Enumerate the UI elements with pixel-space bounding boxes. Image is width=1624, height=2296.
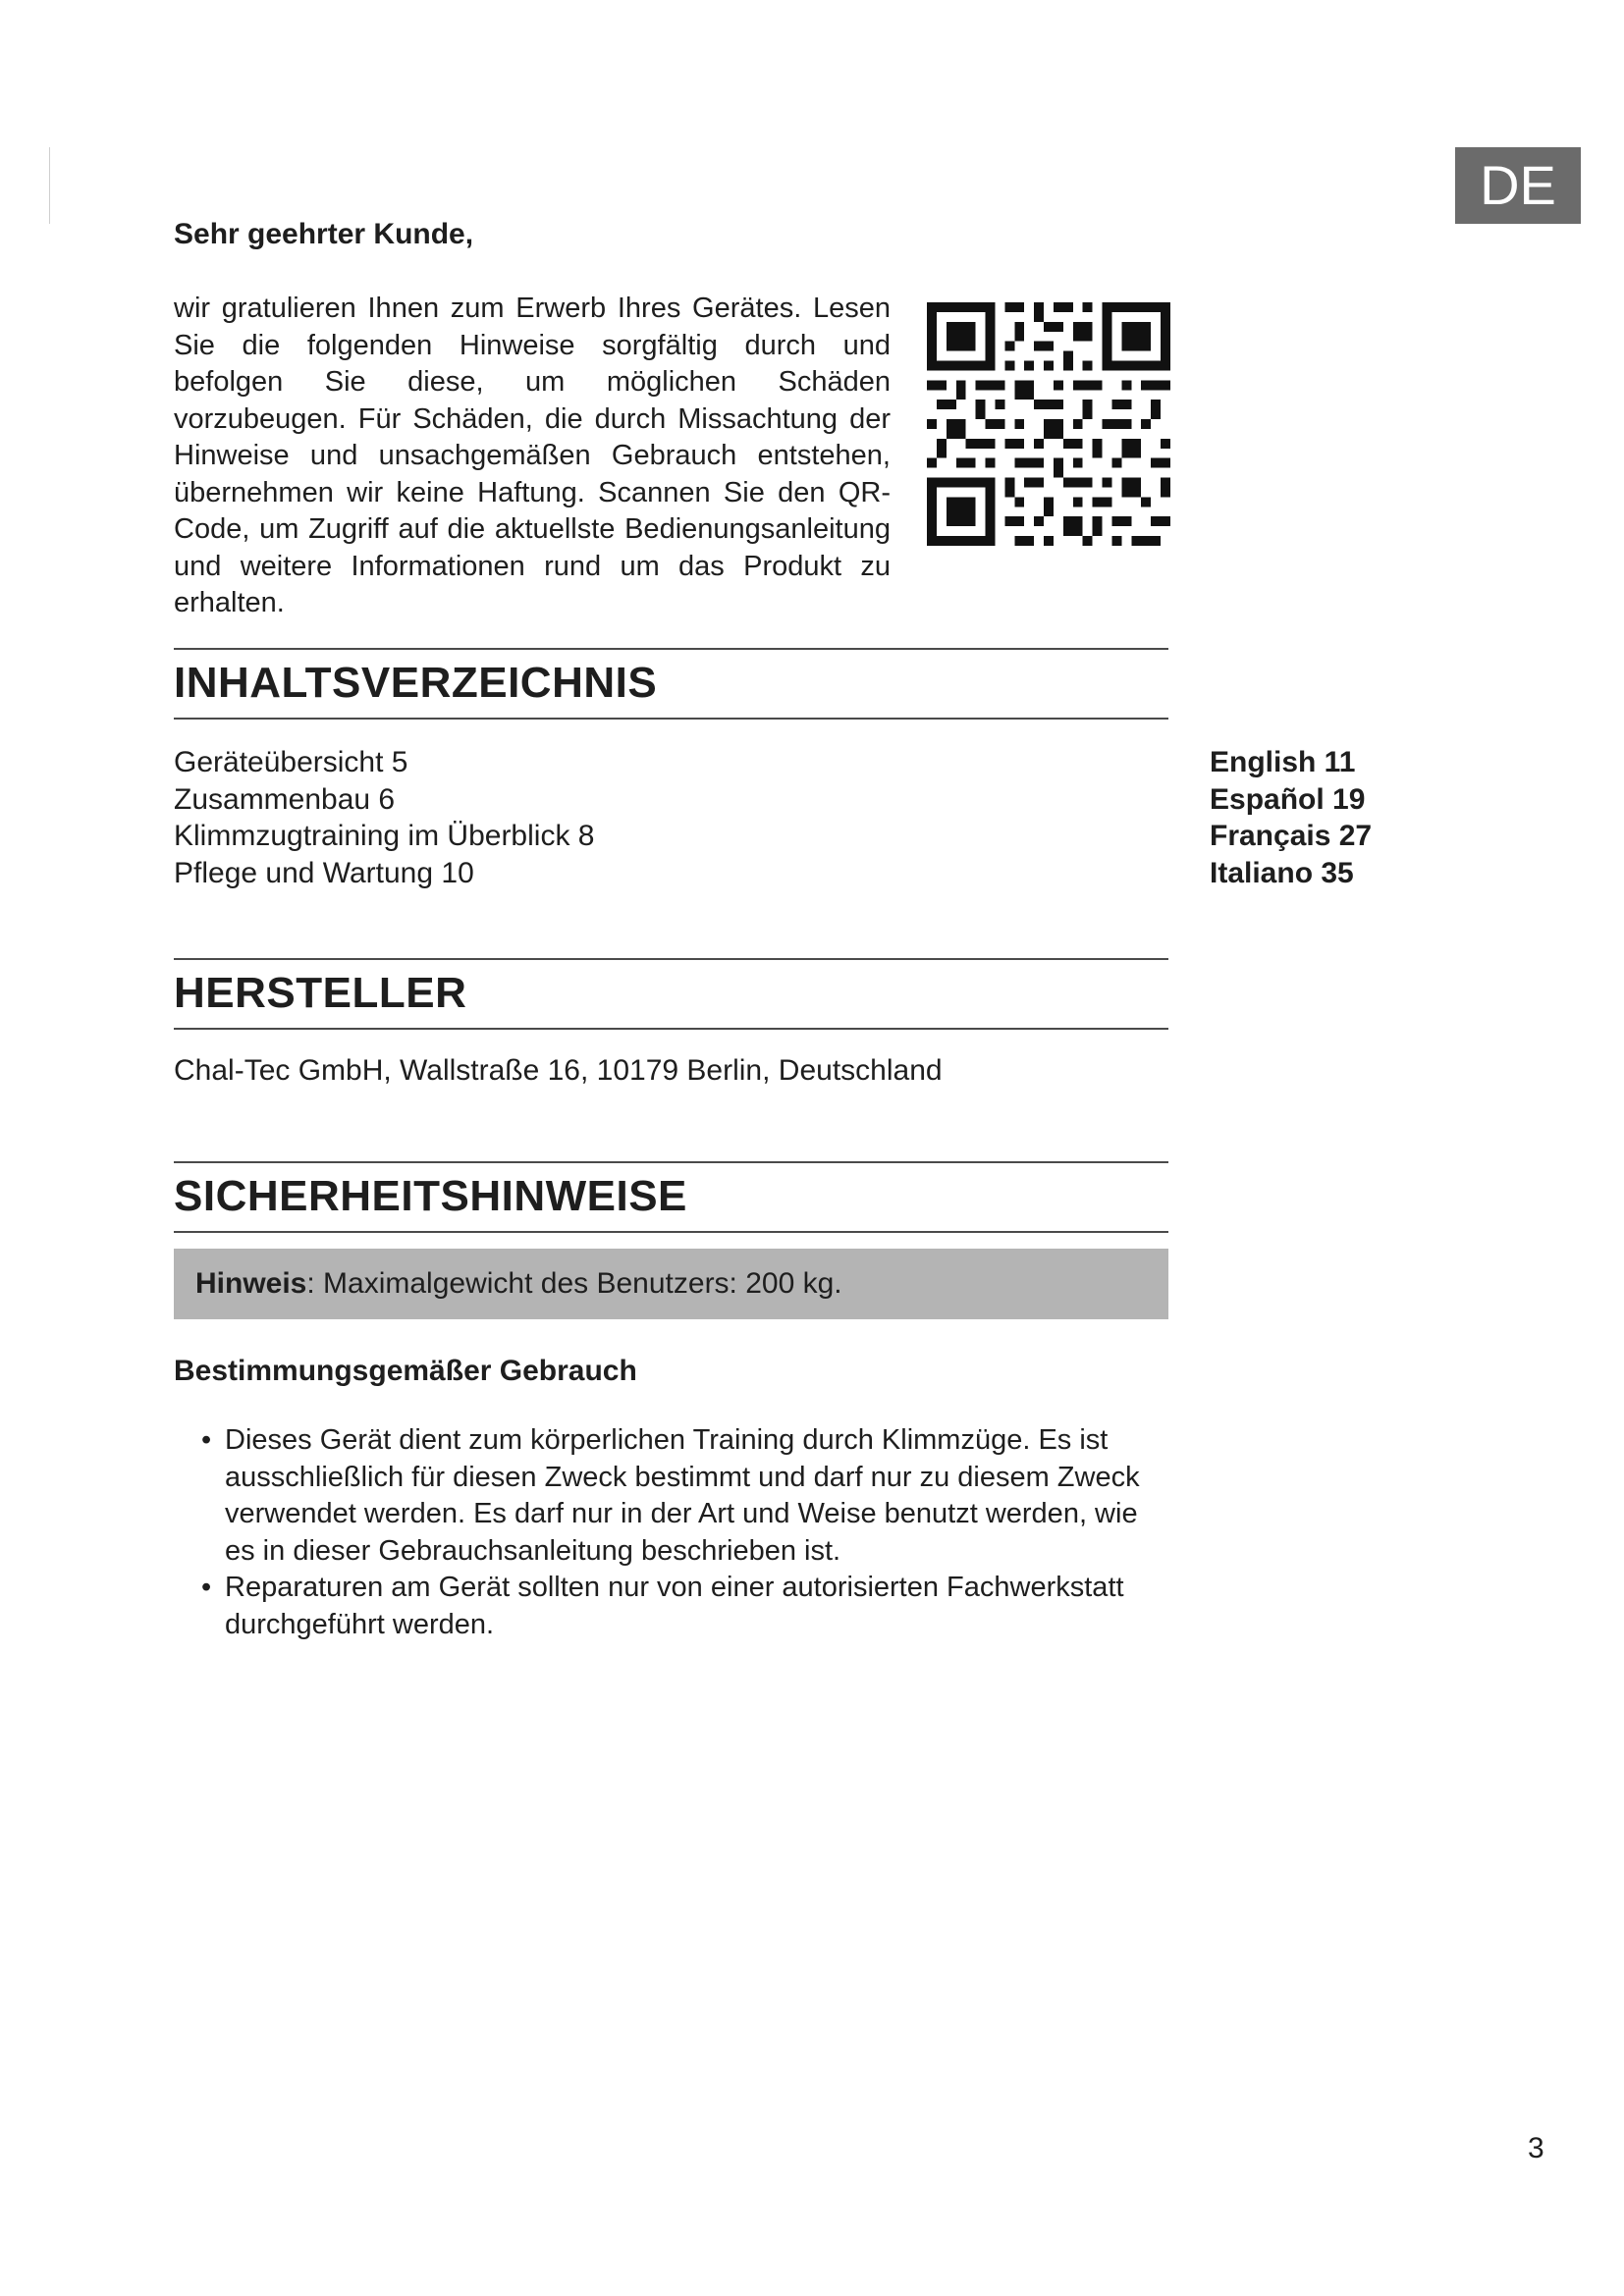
page-number: 3 [1528,2132,1544,2164]
list-item-text: Dieses Gerät dient zum körperlichen Training durch Klimmzüge. Es ist ausschließlich für diesen Zweck bestimmt und darf nur zu diesem Zweck verwendet werden. Es darf nur in der Art und Weise benutzt werden, wie es in dieser Gebrauchsanleitung beschrieben ist. [225,1424,1140,1567]
language-item-italian[interactable]: Italiano 35 [1210,856,1354,889]
bullet-icon: • [201,1572,212,1603]
safety-rule-bottom [174,1231,1168,1233]
list-item [174,1570,1165,1643]
safety-rule-top [174,1161,1168,1163]
note-label: Hinweis [195,1267,307,1300]
bullet-icon: • [201,1424,212,1456]
toc-list [174,744,594,891]
toc-title: INHALTSVERZEICHNIS [174,659,658,707]
manufacturer-rule-top [174,958,1168,960]
qr-code-icon[interactable] [927,302,1170,546]
toc-item[interactable]: Pflege und Wartung 10 [174,856,474,889]
margin-line [49,147,50,224]
language-item-spanish[interactable]: Español 19 [1210,782,1366,816]
toc-item[interactable]: Zusammenbau 6 [174,782,396,816]
note-box [174,1249,1168,1319]
manufacturer-rule-bottom [174,1028,1168,1030]
language-item-english[interactable]: English 11 [1210,746,1356,778]
intro-paragraph: wir gratulieren Ihnen zum Erwerb Ihres Gerätes. Lesen Sie die folgenden Hinweise sorgfältig durch und befolgen Sie diese, um möglichen Schäden vorzubeugen. Für Schäden, die durch Missachtung der Hinweise und unsachgemäßen Gebrauch entstehen, übernehmen wir keine Haftung. Scannen Sie den QR-Code, um Zugriff auf die aktuellste Bedienungsanleitung und weitere Informationen rund um das Produkt zu erhalten. [174,293,891,618]
intended-use-list [174,1422,1165,1643]
toc-item[interactable]: Klimmzugtraining im Überblick 8 [174,820,595,852]
toc-rule-top [174,648,1168,650]
intended-use-heading: Bestimmungsgemäßer Gebrauch [174,1355,637,1387]
manufacturer-title: HERSTELLER [174,969,467,1017]
greeting: Sehr geehrter Kunde, [174,218,474,250]
list-item [174,1422,1165,1570]
list-item-text: Reparaturen am Gerät sollten nur von einer autorisierten Fachwerkstatt durchgeführt werden. [225,1572,1124,1640]
safety-title: SICHERHEITSHINWEISE [174,1172,687,1220]
toc-rule-bottom [174,718,1168,720]
language-tab: DE [1455,147,1581,224]
language-index [1210,744,1372,891]
note-text: : Maximalgewicht des Benutzers: 200 kg. [306,1267,842,1300]
manufacturer-address: Chal-Tec GmbH, Wallstraße 16, 10179 Berlin, Deutschland [174,1054,943,1087]
toc-item[interactable]: Geräteübersicht 5 [174,746,408,778]
language-item-french[interactable]: Français 27 [1210,820,1373,852]
